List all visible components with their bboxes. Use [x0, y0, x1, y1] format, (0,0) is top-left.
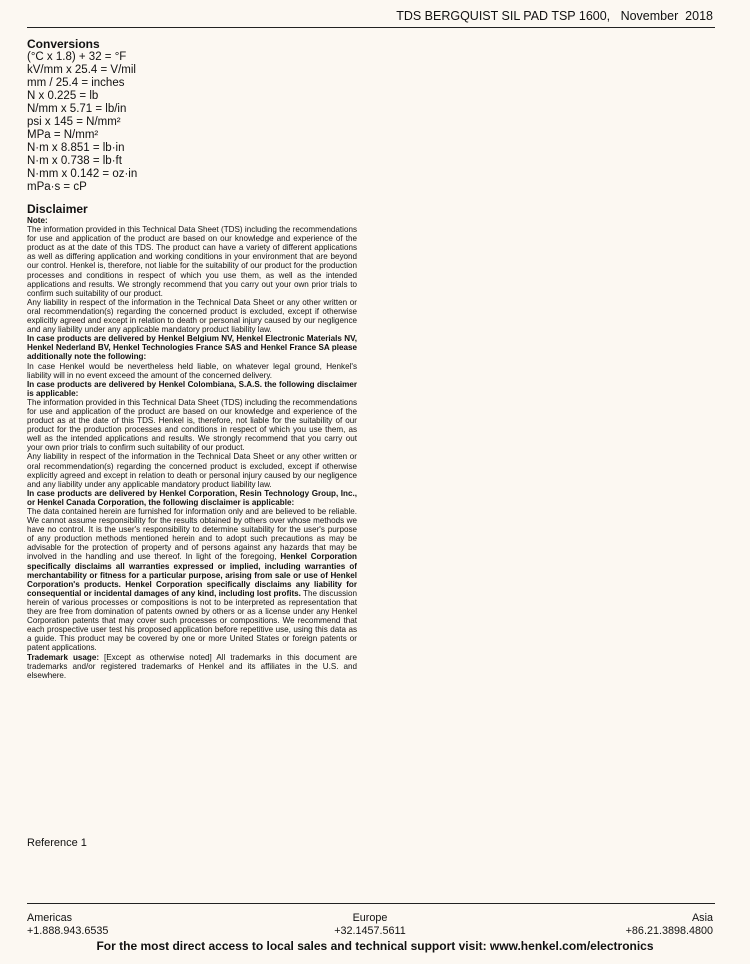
conversion-item: N/mm x 5.71 = lb/in	[27, 103, 127, 115]
region-name: Americas	[27, 912, 72, 924]
conversion-item: N·mm x 0.142 = oz·in	[27, 168, 138, 180]
disclaimer-paragraph	[27, 507, 357, 653]
disclaimer-heading: In case products are delivered by Henkel Belgium NV, Henkel Electronic Materials NV, Henkel Nederland BV, Henkel Technologies France SAS and Henkel France SA please additionally note the following:	[27, 334, 357, 362]
region-americas	[27, 912, 108, 937]
disclaimer-heading: In case products are delivered by Henkel Corporation, Resin Technology Group, Inc., or Henkel Canada Corporation, the following disclaimer is applicable:	[27, 488, 357, 507]
disclaimer-paragraph: The information provided in this Technical Data Sheet (TDS) including the recommendations for use and application of the product are based on our knowledge and experience of the product as at the date of this TDS. Henkel is, therefore, not liable for the suitability of our product for the production processes and conditions in respect of which you use them, as well as the intended applications and results. We strongly recommend that you carry out your own prior trials to confirm such suitability of our product.	[27, 397, 357, 453]
region-name: Europe	[352, 912, 388, 924]
disclaimer-text: The discussion herein of various processes or compositions is not to be interpreted as representation that they are free from domination of patents owned by others or as a license under any Henkel Corporation patents that may cover such processes or compositions. We recommend that each prospective user test his proposed application before repetitive use, using this data as a guide. This product may be covered by one or more United States or foreign patents or patent applications.	[27, 588, 357, 653]
disclaimer-heading: In case products are delivered by Henkel Colombiana, S.A.S. the following disclaimer is applicable:	[27, 379, 357, 398]
conversion-item: (°C x 1.8) + 32 = °F	[27, 51, 127, 63]
conversion-item: N x 0.225 = lb	[27, 90, 99, 102]
header-title: TDS BERGQUIST SIL PAD TSP 1600, November 2018	[396, 9, 713, 23]
conversion-item: kV/mm x 25.4 = V/mil	[27, 64, 136, 76]
disclaimer-paragraph: Any liability in respect of the information in the Technical Data Sheet or any other written or oral recommendation(s) regarding the concerned product is excluded, except if otherwise explicitly agreed and except in relation to death or personal injury caused by our negligence and any liability under any applicable mandatory product liability law.	[27, 297, 357, 335]
disclaimer-title: Disclaimer	[27, 202, 88, 216]
footer-divider	[27, 903, 715, 904]
trademark-label: Trademark usage:	[27, 652, 100, 662]
region-europe	[334, 912, 406, 937]
conversions-section	[27, 37, 357, 194]
region-asia	[626, 912, 713, 937]
disclaimer-bold-text: Henkel Corporation specifically disclaims all warranties expressed or implied, including warranties of merchantability or fitness for a particular purpose, arising from sale or use of Henkel Corporation's products. Henkel Corporation specifically disclaims any liability for consequential or incidental damages of any kind, including lost profits.	[27, 552, 358, 598]
region-phone: +86.21.3898.4800	[625, 924, 713, 937]
conversion-item: N·m x 8.851 = lb·in	[27, 142, 125, 154]
conversions-list	[27, 51, 357, 194]
note-label: Note:	[27, 216, 48, 225]
reference: Reference 1	[27, 837, 87, 849]
support-note: For the most direct access to local sales and technical support visit: www.henkel.com/electronics	[96, 939, 654, 953]
conversion-item: MPa = N/mm²	[27, 129, 99, 141]
conversion-item: psi x 145 = N/mm²	[27, 116, 121, 128]
header-divider	[27, 27, 715, 28]
region-name: Asia	[691, 912, 713, 924]
disclaimer-paragraph: In case Henkel would be nevertheless held liable, on whatever legal ground, Henkel's liability will in no event exceed the amount of the concerned delivery.	[27, 361, 357, 380]
trademark-text: [Except as otherwise noted] All trademarks in this document are trademarks and/or registered trademarks of Henkel and its affiliates in the U.S. and elsewhere.	[27, 652, 357, 680]
conversions-title: Conversions	[27, 37, 100, 51]
conversion-item: mPa·s = cP	[27, 181, 87, 193]
footer-regions	[27, 912, 713, 938]
disclaimer-text: The data contained herein are furnished for information only and are believed to be reliable. We cannot assume responsibility for the results obtained by others over whose methods we have no control. It is the user's responsibility to determine suitability for the user's purpose of any production methods mentioned herein and to adopt such precautions as may be advisable for the protection of property and of persons against any hazards that may be involved in the handling and use thereof. In light of the foregoing,	[27, 507, 357, 562]
disclaimer-paragraph: Any liability in respect of the information in the Technical Data Sheet or any other written or oral recommendation(s) regarding the concerned product is excluded, except if otherwise explicitly agreed and except in relation to death or personal injury caused by our negligence and any liability under any applicable mandatory product liability law.	[27, 452, 357, 489]
conversion-item: N·m x 0.738 = lb·ft	[27, 155, 122, 167]
disclaimer-paragraph: The information provided in this Technical Data Sheet (TDS) including the recommendations for use and application of the product are based on our knowledge and experience of the product as at the date of this TDS. The product can have a variety of different applications as well as differing application and working conditions in your environment that are beyond our control. Henkel is, therefore, not liable for the suitability of our product for the production processes and conditions in respect of which you use them, as well as the intended applications and results. We strongly recommend that you carry out your own prior trials to confirm such suitability of our product.	[27, 225, 357, 298]
trademark-usage	[27, 653, 357, 680]
region-phone: +32.1457.5611	[334, 924, 406, 937]
conversion-item: mm / 25.4 = inches	[27, 77, 125, 89]
disclaimer-section	[27, 202, 357, 680]
region-phone: +1.888.943.6535	[27, 924, 109, 937]
